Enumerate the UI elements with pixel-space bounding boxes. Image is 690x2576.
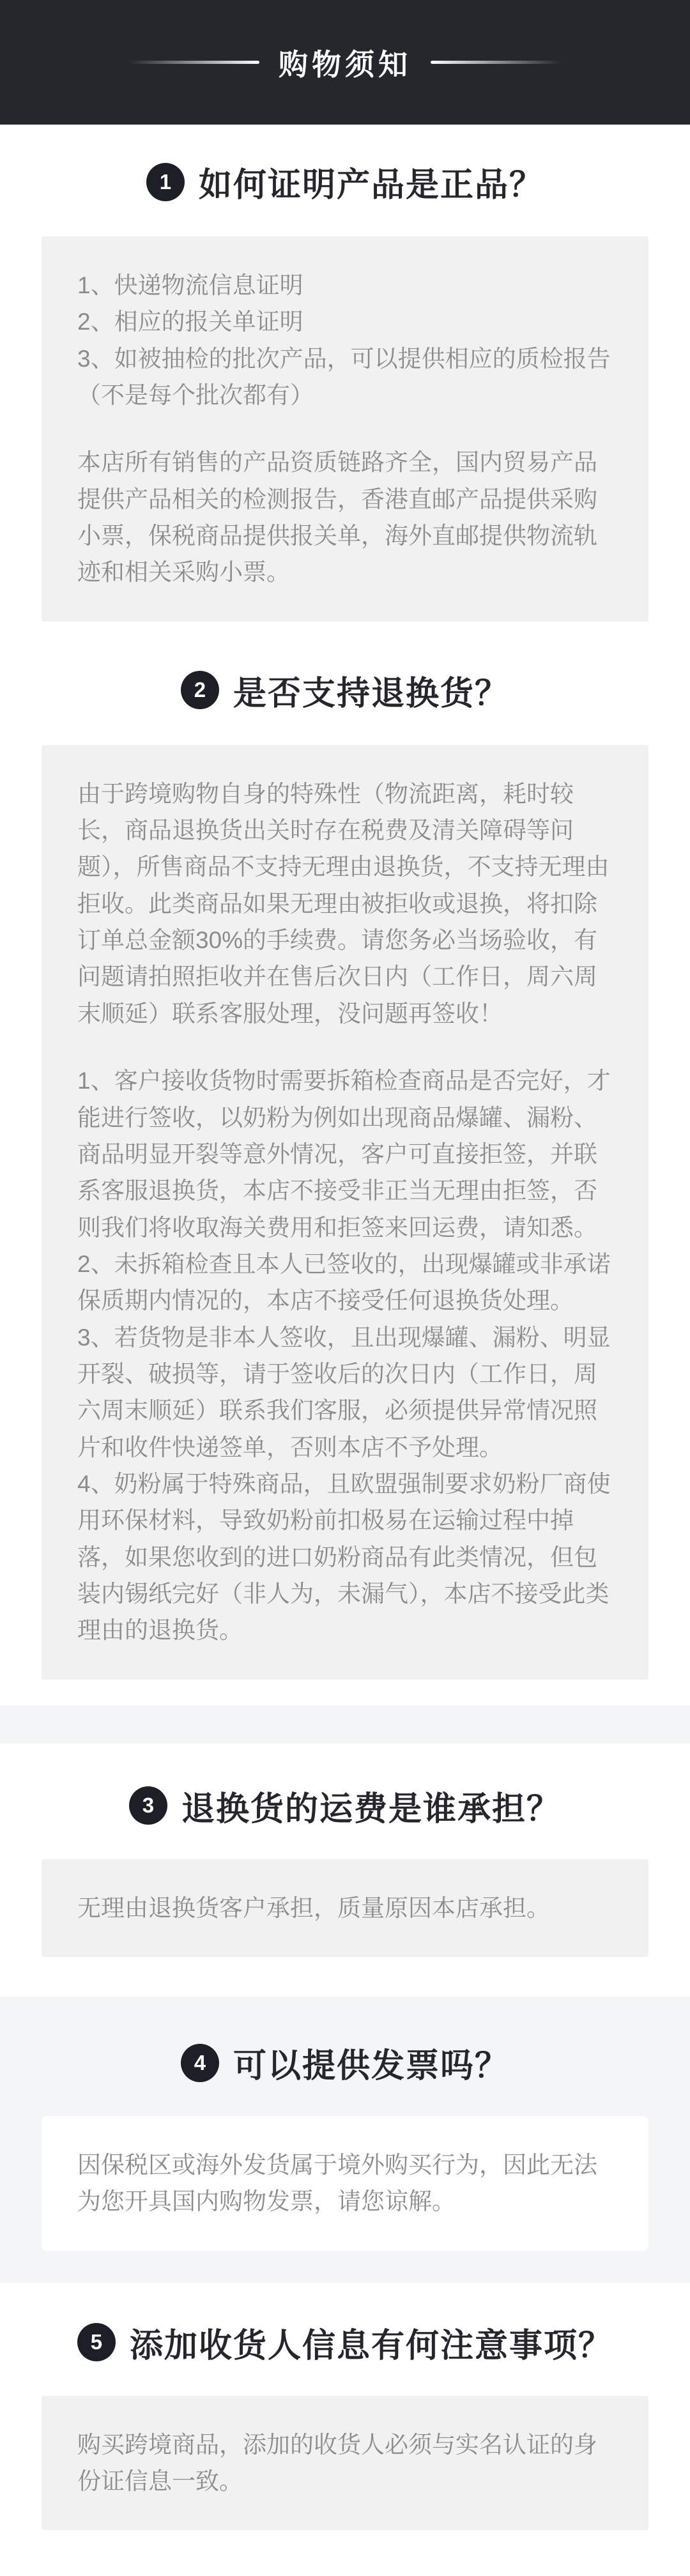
- number-4-badge-icon: 4: [181, 2044, 219, 2082]
- number-5-badge-icon: 5: [77, 2323, 116, 2361]
- answer-paragraph: 3、若货物是非本人签收，且出现爆罐、漏粉、明显开裂、破损等，请于签收后的次日内（工作日，周六周末顺延）联系我们客服，必须提供异常情况照片和收件快递签单，否则本店不予处理。: [77, 1324, 611, 1460]
- answer-box-3: [42, 1859, 648, 1957]
- number-3-badge-icon: 3: [129, 1786, 167, 1825]
- section-authenticity: [0, 158, 690, 622]
- page-title: 购物须知: [279, 47, 411, 81]
- decorative-line-left-icon: [128, 61, 259, 64]
- answer-paragraph: 无理由退换货客户承担，质量原因本店承担。: [77, 1894, 550, 1921]
- answer-paragraph: 因保税区或海外发货属于境外购买行为，因此无法为您开具国内购物发票，请您谅解。: [77, 2152, 597, 2215]
- section-divider-strip: [0, 1705, 690, 1744]
- number-1-badge-icon: 1: [146, 163, 185, 201]
- answer-paragraph: 4、奶粉属于特殊商品，且欧盟强制要求奶粉厂商使用环保材料，导致奶粉前扣极易在运输过程中掉落，如果您收到的进口奶粉商品有此类情况，但包装内锡纸完好（非人为，未漏气），本店不接受此类理由的退换货。: [77, 1470, 611, 1644]
- section-invoice: [0, 1997, 690, 2283]
- question-3-title: 退换货的运费是谁承担？: [181, 1790, 561, 1828]
- decorative-line-right-icon: [431, 61, 562, 64]
- answer-paragraph: 由于跨境购物自身的特殊性（物流距离，耗时较长，商品退换货出关时存在税费及清关障碍等问题），所售商品不支持无理由退换货，不支持无理由拒收。此类商品如果无理由被拒收或退换，将扣除订单总金额30%的手续费。请您务必当场验收，有问题请拍照拒收并在售后次日内（工作日，周六周末顺延）联系客服处理，没问题再签收！: [77, 780, 610, 1027]
- bottom-whitespace: [0, 2530, 690, 2576]
- question-2-title: 是否支持退换货？: [233, 675, 509, 712]
- answer-paragraph: 2、相应的报关单证明: [77, 309, 303, 335]
- answer-paragraph: 本店所有销售的产品资质链路齐全，国内贸易产品提供产品相关的检测报告，香港直邮产品提供采购小票，保税商品提供报关单，海外直邮提供物流轨迹和相关采购小票。: [77, 449, 597, 586]
- question-2-title-row: [0, 666, 690, 714]
- section-returns-policy: [0, 666, 690, 1680]
- number-2-badge-icon: 2: [181, 671, 219, 709]
- answer-box-1: [42, 236, 648, 622]
- question-5-title-row: [0, 2319, 690, 2366]
- question-4-title: 可以提供发票吗？: [233, 2048, 509, 2085]
- question-1-title: 如何证明产品是正品？: [198, 167, 544, 204]
- question-5-title: 添加收货人信息有何注意事项？: [129, 2327, 613, 2365]
- answer-box-5: [42, 2396, 648, 2531]
- answer-box-2: [42, 745, 648, 1680]
- answer-box-4: [42, 2116, 648, 2251]
- question-4-title-row: [0, 2039, 690, 2087]
- question-1-title-row: [0, 158, 690, 206]
- answer-paragraph: 2、未拆箱检查且本人已签收的，出现爆罐或非承诺保质期内情况的，本店不接受任何退换货处理。: [77, 1250, 611, 1314]
- section-return-shipping-fee: [0, 1782, 690, 1957]
- header-banner: [0, 0, 690, 125]
- question-3-title-row: [0, 1782, 690, 1830]
- section-recipient-info: [0, 2319, 690, 2531]
- answer-paragraph: 1、快递物流信息证明: [77, 272, 303, 298]
- answer-paragraph: 1、客户接收货物时需要拆箱检查商品是否完好，才能进行签收，以奶粉为例如出现商品爆罐、漏粉、商品明显开裂等意外情况，客户可直接拒签，并联系客服退换货，本店不接受非正当无理由拒签，否则我们将收取海关费用和拒签来回运费，请知悉。: [77, 1068, 611, 1241]
- answer-paragraph: 购买跨境商品，添加的收货人必须与实名认证的身份证信息一致。: [77, 2431, 597, 2495]
- answer-paragraph: 3、如被抽检的批次产品，可以提供相应的质检报告（不是每个批次都有）: [77, 345, 611, 409]
